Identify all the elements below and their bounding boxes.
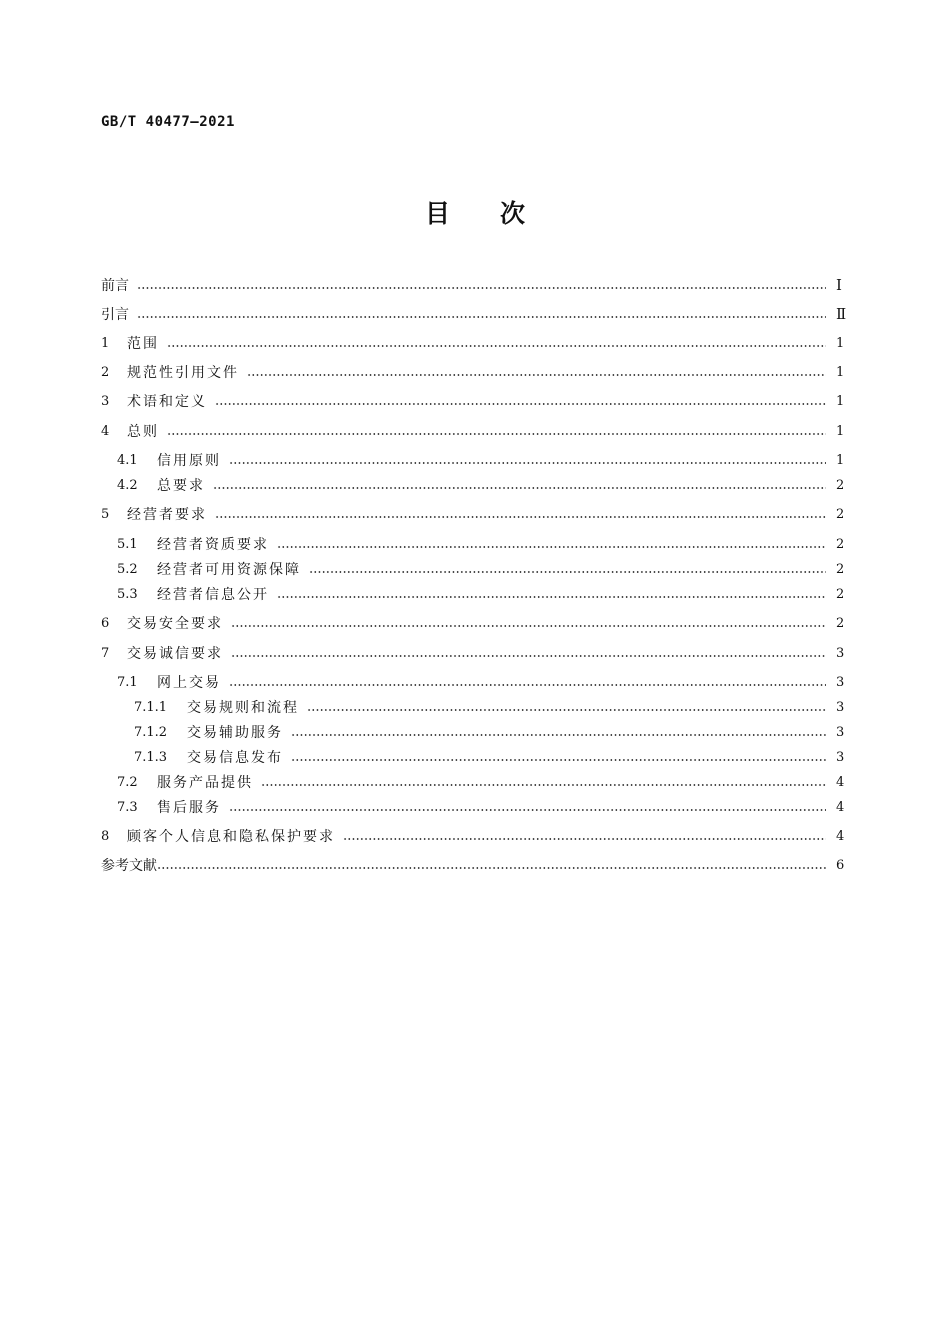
toc-entry-label: 术语和定义 [127,394,207,410]
toc-dot-leader [291,734,826,736]
standard-code: GB/T 40477—2021 [101,114,235,130]
toc-entry-page: 1 [836,393,845,409]
toc-entry[interactable] [0,560,950,578]
toc-entry-number: 5.3 [117,586,138,602]
toc-entry-label: 参考文献 [101,858,157,874]
toc-entry-page: 2 [836,561,845,577]
toc-entry-number: 7.3 [117,799,138,815]
toc-entry-label: 交易辅助服务 [187,725,283,741]
toc-entry-label: 交易规则和流程 [187,700,299,716]
toc-title [0,194,950,230]
toc-entry-label: 服务产品提供 [157,775,253,791]
toc-entry-number: 7.2 [117,774,138,790]
toc-entry[interactable] [0,334,950,352]
toc-entry[interactable] [0,276,950,294]
toc-entry-page: 6 [836,857,845,873]
toc-entry-page: Ⅱ [836,305,847,323]
toc-entry-number: 4.1 [117,452,138,468]
toc-dot-leader [277,596,826,598]
toc-entry-label: 信用原则 [157,453,221,469]
toc-dot-leader [167,433,826,435]
toc-entry-page: 1 [836,423,845,439]
toc-entry-page: 3 [836,749,845,765]
toc-entry-page: 2 [836,615,845,631]
toc-dot-leader [157,867,826,869]
toc-dot-leader [229,462,826,464]
toc-entry-number: 4.2 [117,477,138,493]
toc-entry-number: 7 [101,645,110,661]
toc-entry-label: 经营者资质要求 [157,537,269,553]
toc-entry-page: 4 [836,799,845,815]
toc-dot-leader [215,516,826,518]
toc-dot-leader [309,571,826,573]
toc-entry-page: 4 [836,828,845,844]
toc-dot-leader [213,487,826,489]
toc-entry-label: 总则 [127,424,159,440]
toc-entry-number: 7.1.1 [134,699,168,715]
toc-entry-page: 2 [836,536,845,552]
toc-entry-number: 7.1 [117,674,138,690]
toc-dot-leader [137,316,826,318]
toc-entry[interactable] [0,798,950,816]
toc-dot-leader [137,287,826,289]
toc-entry-label: 交易信息发布 [187,750,283,766]
toc-entry[interactable] [0,673,950,691]
toc-entry-page: 4 [836,774,845,790]
toc-entry-page: Ⅰ [836,276,842,294]
toc-dot-leader [343,838,826,840]
toc-entry[interactable] [0,305,950,323]
toc-dot-leader [229,809,826,811]
toc-entry-label: 引言 [101,307,129,323]
toc-entry[interactable] [0,773,950,791]
toc-title-char-1: 目 [425,199,451,228]
toc-entry[interactable] [0,723,950,741]
toc-entry[interactable] [0,422,950,440]
toc-entry[interactable] [0,535,950,553]
toc-entry-number: 2 [101,364,110,380]
toc-entry-label: 售后服务 [157,800,221,816]
toc-entry-page: 1 [836,335,845,351]
toc-entry[interactable] [0,698,950,716]
toc-entry[interactable] [0,505,950,523]
toc-entry-label: 前言 [101,278,129,294]
toc-entry-number: 5.2 [117,561,138,577]
toc-dot-leader [247,374,826,376]
toc-entry-page: 3 [836,674,845,690]
toc-dot-leader [167,345,826,347]
toc-entry[interactable] [0,644,950,662]
toc-dot-leader [307,709,826,711]
toc-entry-number: 5 [101,506,110,522]
toc-entry-label: 经营者信息公开 [157,587,269,603]
toc-entry-page: 3 [836,699,845,715]
toc-dot-leader [277,546,826,548]
toc-entry-page: 1 [836,364,845,380]
toc-dot-leader [215,403,826,405]
toc-dot-leader [291,759,826,761]
toc-entry-number: 1 [101,335,110,351]
toc-entry-page: 1 [836,452,845,468]
toc-entry-label: 经营者要求 [127,507,207,523]
toc-dot-leader [231,625,826,627]
toc-entry-number: 7.1.2 [134,724,168,740]
toc-entry-page: 2 [836,506,845,522]
toc-entry-page: 2 [836,586,845,602]
toc-entry-number: 5.1 [117,536,138,552]
toc-dot-leader [231,655,826,657]
toc-entry[interactable] [0,476,950,494]
toc-entry[interactable] [0,392,950,410]
toc-dot-leader [261,784,826,786]
toc-entry[interactable] [0,856,950,874]
toc-entry-page: 3 [836,645,845,661]
toc-entry-page: 2 [836,477,845,493]
toc-entry-number: 4 [101,423,110,439]
toc-title-char-2: 次 [500,199,526,228]
toc-entry-label: 交易安全要求 [127,616,223,632]
toc-entry-number: 3 [101,393,110,409]
toc-entry[interactable] [0,451,950,469]
toc-entry[interactable] [0,748,950,766]
toc-entry-label: 规范性引用文件 [127,365,239,381]
toc-entry-number: 8 [101,828,110,844]
toc-entry-number: 6 [101,615,110,631]
toc-entry-label: 网上交易 [157,675,221,691]
toc-entry-label: 交易诚信要求 [127,646,223,662]
toc-entry-label: 总要求 [157,478,205,494]
toc-entry[interactable] [0,827,950,845]
toc-entry[interactable] [0,363,950,381]
toc-entry-page: 3 [836,724,845,740]
toc-entry[interactable] [0,585,950,603]
toc-entry-label: 范围 [127,336,159,352]
toc-entry-label: 经营者可用资源保障 [157,562,301,578]
toc-entry-label: 顾客个人信息和隐私保护要求 [127,829,335,845]
toc-entry-number: 7.1.3 [134,749,168,765]
toc-dot-leader [229,684,826,686]
toc-entry[interactable] [0,614,950,632]
